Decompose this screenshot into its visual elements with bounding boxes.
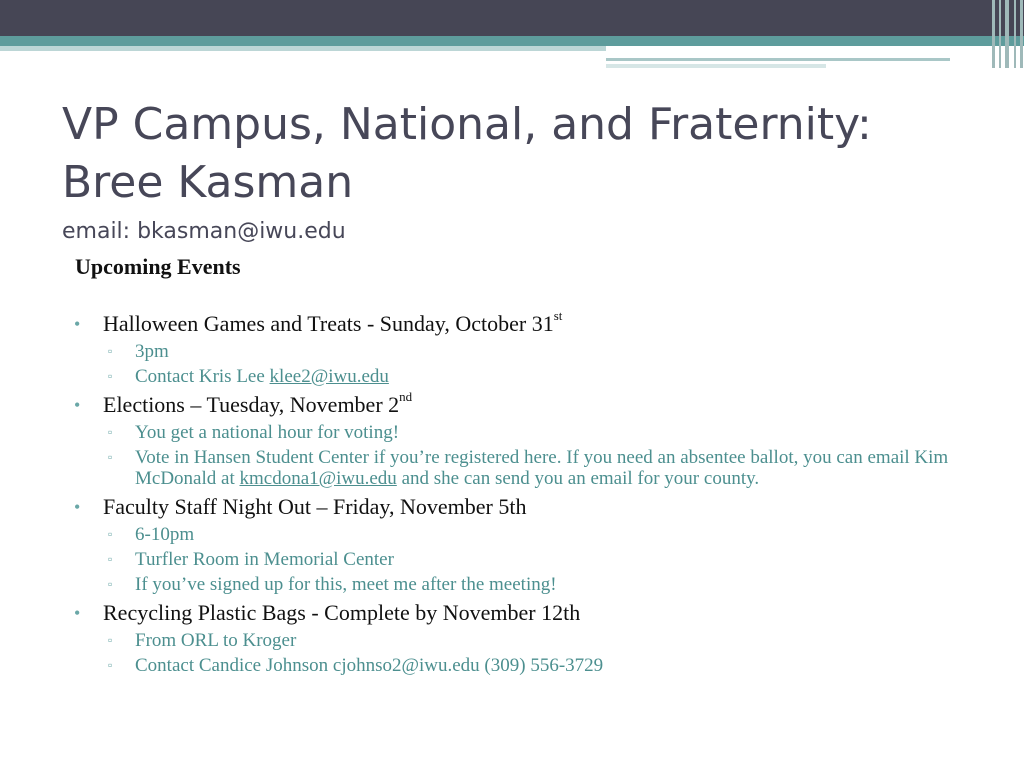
event-title: Faculty Staff Night Out – Friday, November 5th xyxy=(103,494,527,519)
slide-title-line2: Bree Kasman xyxy=(62,157,354,208)
sub-bullet-icon: ▫ xyxy=(108,369,113,383)
event-title: Halloween Games and Treats - Sunday, October 31 xyxy=(103,311,554,336)
event-detail-text: 6-10pm xyxy=(135,524,195,545)
event-detail-text: Vote in Hansen Student Center if you’re registered here. If you need an absentee ballot, you can email Kim McDonald at xyxy=(135,447,949,489)
sub-bullet-icon: ▫ xyxy=(108,344,113,358)
event-detail xyxy=(74,524,974,545)
header-teal-bar xyxy=(0,36,1024,46)
sub-bullet-icon: ▫ xyxy=(108,425,113,439)
bullet-icon: • xyxy=(74,497,81,517)
email-link[interactable]: kmcdona1@iwu.edu xyxy=(239,468,397,489)
event-detail-text: You get a national hour for voting! xyxy=(135,422,400,443)
event-detail xyxy=(74,447,974,489)
section-heading: Upcoming Events xyxy=(75,254,241,279)
bullet-icon: • xyxy=(74,603,81,623)
bullet-icon: • xyxy=(74,395,81,415)
event-detail xyxy=(74,366,974,387)
event-item xyxy=(74,493,974,521)
event-list xyxy=(74,307,974,680)
event-detail-text: Contact Kris Lee xyxy=(135,366,270,387)
event-detail-text: Contact Candice Johnson cjohnso2@iwu.edu (309) 556-3729 xyxy=(135,655,604,676)
sub-bullet-icon: ▫ xyxy=(108,450,113,464)
header-light-bar xyxy=(0,46,606,51)
event-item xyxy=(74,388,974,419)
header-vertical-stripes xyxy=(990,0,1024,68)
header-accent-line xyxy=(606,58,950,61)
event-title-superscript: nd xyxy=(399,388,413,404)
event-detail-text: 3pm xyxy=(135,341,169,362)
header-accent-line-2 xyxy=(606,64,826,68)
email-link[interactable]: klee2@iwu.edu xyxy=(269,366,389,387)
slide-title xyxy=(62,96,982,212)
event-detail xyxy=(74,422,974,443)
event-detail-text: Turfler Room in Memorial Center xyxy=(135,549,394,570)
slide-subtitle: email: bkasman@iwu.edu xyxy=(62,219,346,244)
slide-title-line1: VP Campus, National, and Fraternity: xyxy=(62,99,872,150)
header-dark-bar xyxy=(0,0,1024,36)
event-detail-text: From ORL to Kroger xyxy=(135,630,297,651)
bullet-icon: • xyxy=(74,314,81,334)
event-item xyxy=(74,599,974,627)
event-detail xyxy=(74,655,974,676)
sub-bullet-icon: ▫ xyxy=(108,577,113,591)
event-title: Recycling Plastic Bags - Complete by November 12th xyxy=(103,600,581,625)
event-detail xyxy=(74,549,974,570)
event-item xyxy=(74,307,974,338)
event-detail xyxy=(74,341,974,362)
event-detail-text-after: and she can send you an email for your county. xyxy=(396,468,760,489)
sub-bullet-icon: ▫ xyxy=(108,527,113,541)
event-title: Elections – Tuesday, November 2 xyxy=(103,392,400,417)
sub-bullet-icon: ▫ xyxy=(108,658,113,672)
event-detail xyxy=(74,630,974,651)
event-title-superscript: st xyxy=(553,307,563,323)
event-detail-text: If you’ve signed up for this, meet me after the meeting! xyxy=(135,574,557,595)
sub-bullet-icon: ▫ xyxy=(108,633,113,647)
event-detail xyxy=(74,574,974,595)
sub-bullet-icon: ▫ xyxy=(108,552,113,566)
